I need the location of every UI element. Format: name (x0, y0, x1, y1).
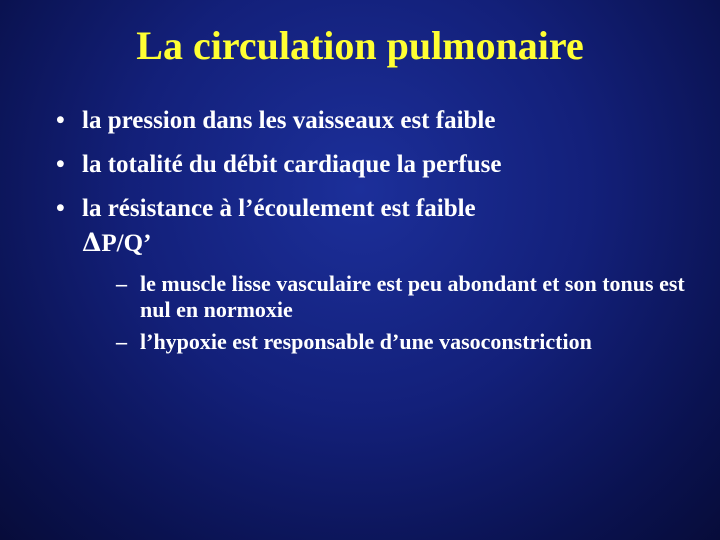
delta-symbol: Δ (82, 228, 102, 257)
sub-bullet-item (116, 271, 696, 323)
sub-bullet-text: le muscle lisse vasculaire est peu abondant et son tonus est nul en normoxie (140, 271, 685, 322)
bullet-text: la résistance à l’écoulement est faible (82, 195, 476, 222)
bullet-list (56, 106, 696, 369)
bullet-item (56, 194, 696, 355)
sub-bullet-marker: – (116, 271, 127, 296)
bullet-marker: • (56, 195, 65, 222)
bullet-text: la pression dans les vaisseaux est faible (82, 107, 496, 134)
bullet-item (56, 106, 696, 136)
bullet-marker: • (56, 107, 65, 134)
pressure-flow-formula (82, 228, 696, 259)
bullet-item (56, 150, 696, 180)
sub-bullet-item (116, 329, 696, 355)
bullet-text: la totalité du débit cardiaque la perfuse (82, 151, 502, 178)
bullet-marker: • (56, 151, 65, 178)
formula-text: P/Q’ (101, 230, 152, 257)
sub-bullet-text: l’hypoxie est responsable d’une vasoconstriction (140, 329, 592, 354)
slide-title: La circulation pulmonaire (136, 23, 584, 68)
sub-bullet-marker: – (116, 329, 127, 354)
sub-bullet-list (82, 271, 696, 355)
